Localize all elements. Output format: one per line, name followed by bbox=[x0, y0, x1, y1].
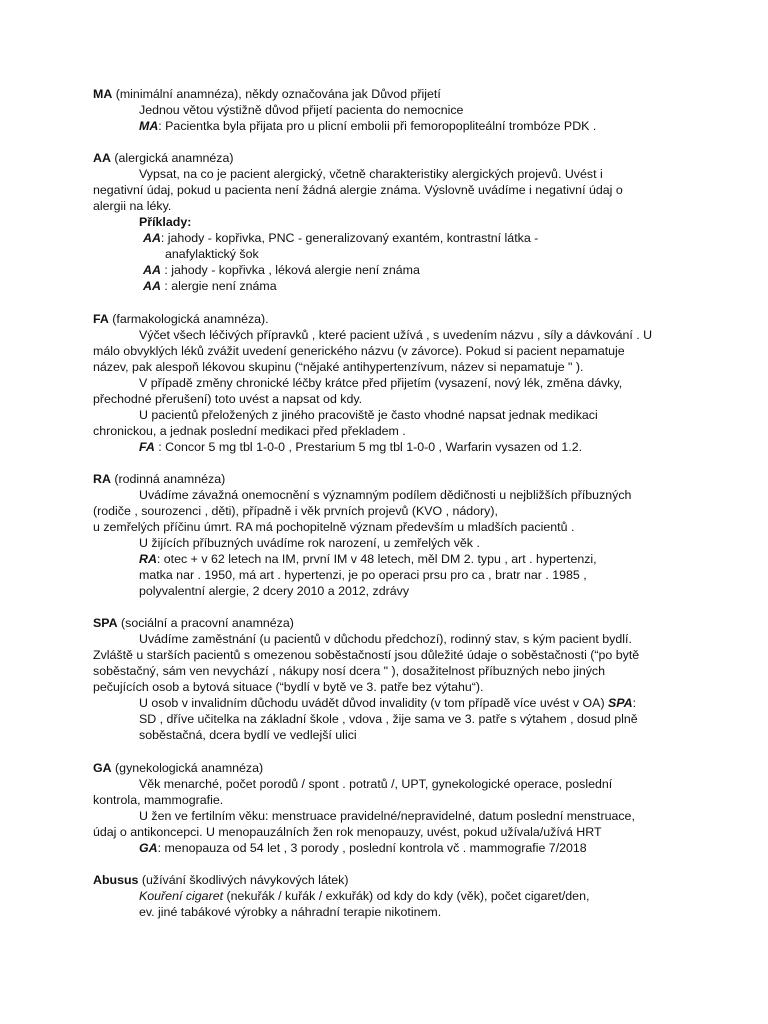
ga-example: GA: menopauza od 54 let , 3 porody , poslední kontrola vč . mammografie 7/2018 bbox=[139, 841, 587, 855]
fa-paragraph-line: U pacientů přeložených z jiného pracoviště je často vhodné napsat jednak medikaci bbox=[139, 408, 598, 422]
spa-paragraph-line: U osob v invalidním důchodu uvádět důvod invalidity (v tom případě více uvést v OA) SPA: bbox=[139, 696, 637, 710]
ra-example-continuation: polyvalentní alergie, 2 dcery 2010 a 2012, zdrávy bbox=[139, 584, 410, 598]
fa-paragraph-line: Výčet všech léčivých přípravků , které pacient užívá , s uvedením názvu , síly a dávkování . U bbox=[139, 328, 653, 342]
ra-example: RA: otec + v 62 letech na IM, první IM v 48 letech, měl DM 2. typu , art . hypertenzi, bbox=[139, 552, 597, 566]
ga-paragraph-line: U žen ve fertilním věku: menstruace pravidelné/nepravidelné, datum poslední menstruace, bbox=[139, 809, 635, 823]
fa-paragraph-line: přechodné přerušení) toto uvést a napsat od kdy. bbox=[93, 392, 363, 406]
fa-paragraph-line: V případě změny chronické léčby krátce před přijetím (vysazení, nový lék, změna dávky, bbox=[139, 376, 623, 390]
spa-paragraph-line: pečujících osob a bytová situace (“bydlí v bytě ve 3. patře bez výtahu“). bbox=[93, 680, 484, 694]
fa-paragraph-line: název, pak alespoň lékovou skupinu (“nějaké antihypertenzívum, název si nepamatuje " ). bbox=[93, 360, 584, 374]
aa-example: AA : alergie není známa bbox=[143, 279, 277, 293]
spa-example-continuation: soběstačná, dcera bydlí ve vedlejší ulici bbox=[139, 728, 357, 742]
aa-paragraph-line: negativní údaj, pokud u pacienta není žádná alergie známa. Výslovně uvádíme i negativní údaj o bbox=[93, 183, 623, 197]
fa-heading: FA (farmakologická anamnéza). bbox=[93, 312, 269, 326]
ga-paragraph-line: Věk menarché, počet porodů / spont . potratů /, UPT, gynekologické operace, poslední bbox=[139, 777, 613, 791]
aa-example: AA: jahody - kopřivka, PNC - generalizovaný exantém, kontrastní látka - bbox=[143, 231, 539, 245]
ra-paragraph-line: Uvádíme závažná onemocnění s významným podílem dědičnosti u nejbližších příbuzných bbox=[139, 488, 632, 502]
fa-paragraph-line: málo obvyklých léků zvážit uvedení generického názvu (v závorce). Pokud si pacient nepamatuje bbox=[93, 344, 625, 358]
ga-paragraph-line: údaj o antikoncepci. U menopauzálních žen rok menopauzy, uvést, pokud užívala/užívá HRT bbox=[93, 825, 602, 839]
aa-paragraph-line: Vypsat, na co je pacient alergický, včetně charakteristiky alergických projevů. Uvést i bbox=[139, 167, 603, 181]
abusus-heading: Abusus (užívání škodlivých návykových látek) bbox=[93, 873, 349, 887]
abusus-line: ev. jiné tabákové výrobky a náhradní terapie nikotinem. bbox=[139, 905, 442, 919]
fa-paragraph-line: chronickou, a jednak poslední medikaci před překladem . bbox=[93, 424, 406, 438]
spa-paragraph-line: Uvádíme zaměstnání (u pacientů v důchodu předchozí), rodinný stav, s kým pacient bydlí. bbox=[139, 632, 632, 646]
ra-paragraph-line: U žijících příbuzných uvádíme rok narození, u zemřelých věk . bbox=[139, 536, 480, 550]
spa-example: SD , dříve učitelka na základní škole , vdova , žije sama ve 3. patře s výtahem , dosud plně bbox=[139, 712, 638, 726]
ra-paragraph-line: (rodiče , sourozenci , děti), případně i věk prvních projevů (KVO , nádory), bbox=[93, 504, 498, 518]
ra-example-continuation: matka nar . 1950, má art . hypertenzi, je po operaci prsu pro ca , bratr nar . 1985 , bbox=[139, 568, 587, 582]
ma-description: Jednou větou výstižně důvod přijetí pacienta do nemocnice bbox=[139, 103, 464, 117]
ma-example: MA: Pacientka byla přijata pro u plicní embolii při femoropopliteální trombóze PDK . bbox=[139, 119, 597, 133]
abusus-line: Kouření cigaret (nekuřák / kuřák / exkuřák) od kdy do kdy (věk), počet cigaret/den, bbox=[139, 889, 590, 903]
aa-example-continuation: anafylaktický šok bbox=[165, 247, 259, 261]
spa-heading: SPA (sociální a pracovní anamnéza) bbox=[93, 616, 294, 630]
fa-example: FA : Concor 5 mg tbl 1-0-0 , Prestarium 5 mg tbl 1-0-0 , Warfarin vysazen od 1.2. bbox=[139, 440, 583, 454]
aa-example: AA : jahody - kopřivka , léková alergie není známa bbox=[143, 263, 420, 277]
ma-heading: MA (minimální anamnéza), někdy označována jak Důvod přijetí bbox=[93, 87, 441, 101]
aa-examples-heading: Příklady: bbox=[139, 215, 192, 229]
spa-paragraph-line: soběstačný, sám ven nevychází , nákupy nosí dcera " ), dosažitelnost příbuzných nebo jiných bbox=[93, 664, 606, 678]
ra-paragraph-line: u zemřelých příčinu úmrt. RA má pochopitelně význam především u mladších pacientů . bbox=[93, 520, 575, 534]
aa-paragraph-line: alergii na léky. bbox=[93, 199, 172, 213]
ra-heading: RA (rodinná anamnéza) bbox=[93, 472, 226, 486]
spa-example-label: SPA bbox=[608, 696, 633, 710]
ga-paragraph-line: kontrola, mammografie. bbox=[93, 793, 224, 807]
aa-heading: AA (alergická anamnéza) bbox=[93, 151, 234, 165]
ga-heading: GA (gynekologická anamnéza) bbox=[93, 761, 264, 775]
spa-paragraph-line: Zvláště u starších pacientů s omezenou soběstačností jsou důležité údaje o soběstačnosti (“po bytě bbox=[93, 648, 640, 662]
